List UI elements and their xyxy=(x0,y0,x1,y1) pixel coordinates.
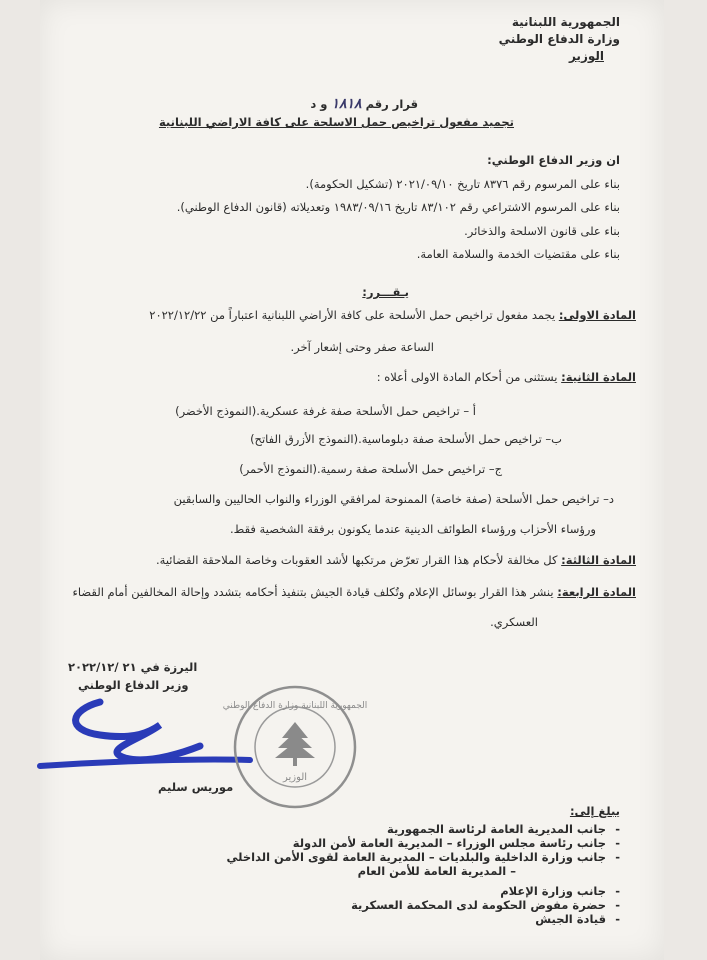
letterhead-minister: الوزير xyxy=(568,49,604,63)
document-page xyxy=(40,0,664,960)
stamp-ring-text: الجمهورية اللبنانية وزارة الدفاع الوطني xyxy=(222,701,368,711)
article-2 xyxy=(377,370,636,384)
article-4-label: المادة الرابعة: xyxy=(557,585,636,599)
article-1-text: يجمد مفعول تراخيص حمل الأسلحة على كافة الأراضي اللبنانية اعتباراً من ٢٠٢٢/١٢/٢٢ xyxy=(149,308,556,322)
article-3-text: كل مخالفة لأحكام هذا القرار تعرّض مرتكبها لأشد العقوبات وخاصة الملاحقة القضائية. xyxy=(156,553,558,567)
article-2-item: د– تراخيص حمل الأسلحة (صفة خاصة) الممنوحة لمرافقي الوزراء والنواب الحاليين والسابقين xyxy=(173,492,614,506)
letterhead-republic: الجمهورية اللبنانية xyxy=(511,15,620,29)
decides-heading: يـقـــرر: xyxy=(362,285,409,299)
bullet-dash-icon: - xyxy=(615,912,620,926)
article-3-label: المادة الثالثة: xyxy=(561,553,636,567)
preamble-item: بناء على المرسوم الاشتراعي رقم ٨٣/١٠٢ تاريخ ١٩٨٣/٠٩/١٦ وتعديلاته (قانون الدفاع الوطني). xyxy=(176,200,620,214)
bullet-dash-icon: - xyxy=(615,822,620,836)
article-4-text: ينشر هذا القرار بوسائل الإعلام وتُكلف قيادة الجيش بتنفيذ أحكامه بتشدد وإحالة المخالفين أمام القضاء xyxy=(72,585,554,599)
decision-number-value: ١٨١٨ xyxy=(331,96,362,112)
bullet-dash-icon: - xyxy=(615,884,620,898)
article-2-text: يستثنى من أحكام المادة الاولى أعلاه : xyxy=(376,370,558,384)
preamble-item: بناء على مقتضيات الخدمة والسلامة العامة. xyxy=(416,247,620,261)
decision-number-label: قرار رقم xyxy=(365,97,418,111)
article-2-item: أ – تراخيص حمل الأسلحة صفة غرفة عسكرية.(النموذج الأخضر) xyxy=(175,404,476,418)
distribution-label: يبلغ إلى: xyxy=(569,804,620,818)
article-1-label: المادة الاولى: xyxy=(558,308,636,322)
signature-name: موريس سليم xyxy=(158,780,234,794)
preamble-minister: ان وزير الدفاع الوطني: xyxy=(487,153,620,167)
article-2-item: ج– تراخيص حمل الأسلحة صفة رسمية.(النموذج الأحمر) xyxy=(239,462,502,476)
distribution-item: -جانب وزارة الإعلام xyxy=(500,884,620,898)
article-2-item: ب– تراخيص حمل الأسلحة صفة دبلوماسية.(النموذج الأزرق الفاتح) xyxy=(250,432,562,446)
decision-number xyxy=(310,97,418,111)
distribution-item: -جانب المديرية العامة لرئاسة الجمهورية xyxy=(386,822,620,836)
article-2-label: المادة الثانية: xyxy=(561,370,636,384)
article-4 xyxy=(73,585,637,599)
distribution-item: -جانب وزارة الداخلية والبلديات – المديرية العامة لقوى الأمن الداخلي xyxy=(226,850,620,864)
article-1-text-cont: الساعة صفر وحتى إشعار آخر. xyxy=(290,340,434,354)
bullet-dash-icon: - xyxy=(615,898,620,912)
decision-number-suffix: و د xyxy=(310,97,328,111)
distribution-item: – المديرية العامة للأمن العام xyxy=(357,864,516,878)
preamble-item: بناء على المرسوم رقم ٨٣٧٦ تاريخ ٢٠٢١/٠٩/١٠ (تشكيل الحكومة). xyxy=(305,177,620,191)
distribution-item: -قيادة الجيش xyxy=(535,912,620,926)
signature-title: وزير الدفاع الوطني xyxy=(78,678,189,692)
letterhead xyxy=(499,14,620,65)
distribution-list xyxy=(227,822,620,926)
article-3 xyxy=(156,553,636,567)
distribution-item: -حضرة مفوض الحكومة لدى المحكمة العسكرية xyxy=(351,898,620,912)
cedar-icon xyxy=(275,722,315,766)
decision-subject: تجميد مفعول تراخيص حمل الاسلحة على كافة الاراضي اللبنانية xyxy=(158,115,514,129)
distribution-item: -جانب رئاسة مجلس الوزراء – المديرية العامة لأمن الدولة xyxy=(292,836,620,850)
article-2-item-cont: ورؤساء الأحزاب ورؤساء الطوائف الدينية عندما يكونون برفقة الشخصية فقط. xyxy=(230,522,596,536)
bullet-dash-icon: - xyxy=(615,850,620,864)
article-1 xyxy=(149,308,636,322)
letterhead-ministry: وزارة الدفاع الوطني xyxy=(498,32,620,46)
official-stamp xyxy=(222,682,368,812)
bullet-dash-icon: - xyxy=(615,836,620,850)
stamp-center-text: الوزير xyxy=(282,772,308,783)
signature-place-date: اليرزة في ٢١ /٢٠٢٢/١٢ xyxy=(68,660,198,674)
article-4-text-cont: العسكري. xyxy=(490,615,538,629)
preamble-item: بناء على قانون الاسلحة والذخائر. xyxy=(464,224,620,238)
